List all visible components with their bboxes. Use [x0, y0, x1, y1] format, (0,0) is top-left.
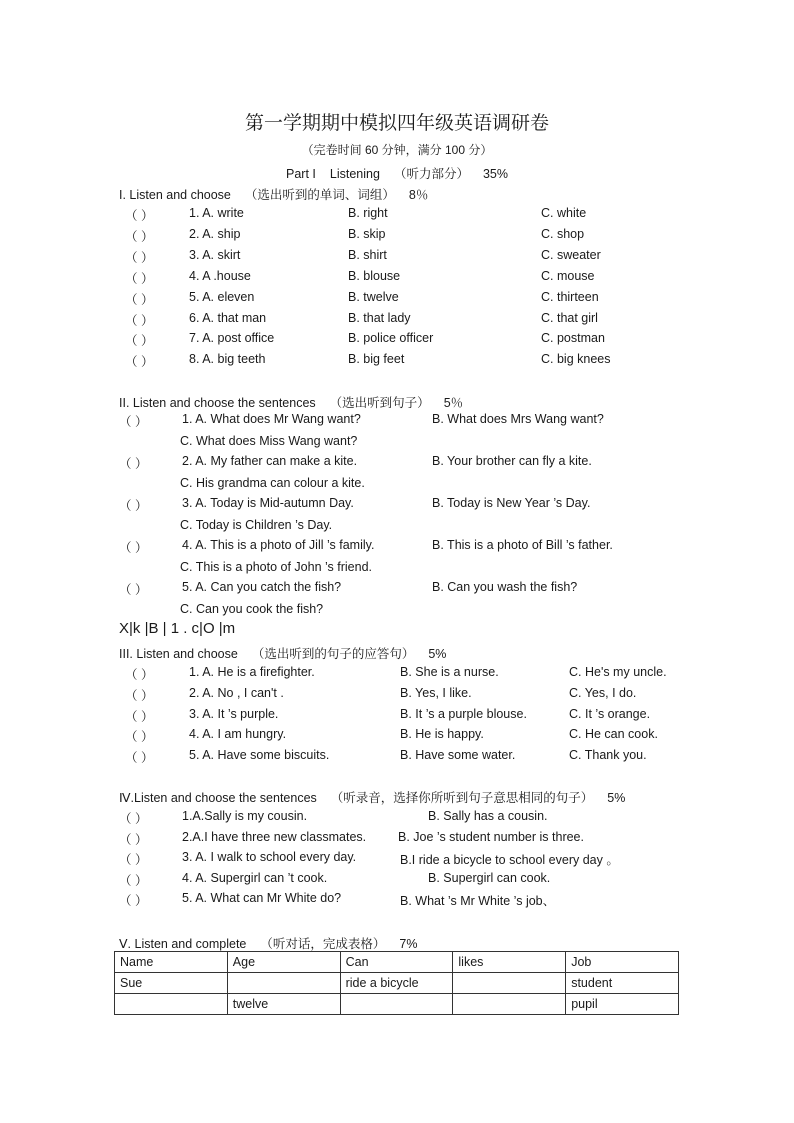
option-c: C. Can you cook the fish? [180, 602, 324, 616]
table-header-row [115, 952, 679, 973]
answer-blank[interactable]: （ ） [119, 812, 148, 826]
option-b: B. skip [348, 226, 386, 241]
option-c: C. Yes, I do. [569, 685, 637, 700]
option-b: B. Supergirl can cook. [428, 870, 551, 885]
option-a: 3. A. I walk to school every day. [182, 850, 357, 865]
section-1-heading: I. Listen and choose （选出听到的单词、词组） 8％ [119, 188, 429, 202]
option-a: 2.A.I have three new classmates. [182, 829, 367, 844]
option-a: 1.A.Sally is my cousin. [182, 809, 308, 823]
section-4-heading: Ⅳ.Listen and choose the sentences （听录音，选择你所听到句子意思相同的句子） 5% [119, 791, 626, 805]
option-a: 1. A. write [189, 206, 244, 220]
option-c: C. white [541, 206, 587, 220]
option-a: 4. A .house [189, 268, 251, 283]
option-a: 2. A. My father can make a kite. [182, 454, 358, 468]
option-a: 1. A. He is a firefighter. [189, 665, 315, 679]
answer-blank[interactable]: （ ） [119, 832, 148, 847]
table-header-cell: likes [453, 952, 566, 973]
option-b: B. right [348, 206, 388, 220]
option-a: 4. A. I am hungry. [189, 727, 287, 742]
option-b: B. Have some water. [400, 748, 516, 763]
answer-blank[interactable]: （ ） [125, 668, 154, 682]
option-b: B. It ’s a purple blouse. [400, 706, 527, 721]
answer-blank[interactable]: （ ） [125, 209, 154, 223]
option-b: B. twelve [348, 289, 399, 304]
part-name: Listening [329, 167, 380, 181]
option-a: 5. A. Have some biscuits. [189, 748, 330, 763]
option-a: 3. A. skirt [189, 247, 241, 262]
section-2-heading: II. Listen and choose the sentences （选出听到句子） 5％ [119, 396, 464, 410]
part-score: 35% [482, 167, 508, 181]
watermark-text: X|k |B | 1 . c|O |m [119, 620, 236, 637]
option-c: C. This is a photo of John ’s friend. [180, 560, 373, 574]
table-cell: Sue [115, 973, 228, 994]
table-row [115, 973, 679, 994]
table-row [115, 994, 679, 1015]
option-c: C. mouse [541, 268, 595, 283]
option-a: 5. A. What can Mr White do? [182, 891, 342, 906]
table-cell: ride a bicycle [340, 973, 453, 994]
answer-blank[interactable]: （ ） [125, 292, 154, 307]
answer-blank[interactable]: （ ） [119, 457, 148, 471]
section-5-heading: Ⅴ. Listen and complete （听对话，完成表格） 7% [119, 937, 418, 951]
part-cn: （听力部分） [393, 167, 469, 181]
option-c: C. Thank you. [569, 748, 647, 763]
option-b: B. Your brother can fly a kite. [432, 454, 592, 468]
option-a: 2. A. ship [189, 226, 241, 241]
table-cell: student [566, 973, 679, 994]
listen-complete-table [114, 951, 679, 1015]
table-header-cell: Age [227, 952, 340, 973]
answer-blank[interactable]: （ ） [119, 415, 148, 429]
option-b: B. This is a photo of Bill ’s father. [432, 538, 613, 552]
answer-blank[interactable]: （ ） [125, 229, 154, 244]
option-a: 5. A. Can you catch the fish? [182, 580, 342, 594]
option-a: 3. A. Today is Mid-autumn Day. [182, 496, 354, 510]
option-c: C. His grandma can colour a kite. [180, 476, 365, 490]
option-b: B. Can you wash the fish? [432, 580, 578, 594]
option-b: B. Yes, I like. [400, 685, 472, 700]
table-header-cell: Name [115, 952, 228, 973]
answer-blank[interactable]: （ ） [119, 873, 148, 888]
table-cell: pupil [566, 994, 679, 1015]
answer-blank[interactable]: （ ） [125, 751, 154, 766]
option-c: C. He can cook. [569, 727, 658, 742]
answer-blank[interactable]: （ ） [119, 853, 148, 868]
option-b: B. What ’s Mr White ’s job、 [400, 894, 556, 909]
option-b: B. blouse [348, 268, 401, 283]
answer-blank[interactable]: （ ） [119, 499, 148, 513]
option-a: 1. A. What does Mr Wang want? [182, 412, 361, 426]
option-b: B. that lady [348, 310, 411, 325]
part-label: Part I [286, 167, 316, 181]
option-a: 3. A. It ’s purple. [189, 706, 279, 721]
table-cell-blank[interactable] [115, 994, 228, 1015]
option-c: C. that girl [541, 310, 598, 325]
option-c: C. Today is Children ’s Day. [180, 518, 333, 532]
answer-blank[interactable]: （ ） [125, 271, 154, 286]
answer-blank[interactable]: （ ） [119, 894, 148, 909]
option-b: B. police officer [348, 331, 434, 346]
option-c: C. He's my uncle. [569, 665, 667, 679]
table-cell-blank[interactable] [453, 994, 566, 1015]
option-c: C. What does Miss Wang want? [180, 434, 358, 448]
answer-blank[interactable]: （ ） [119, 583, 148, 597]
answer-blank[interactable]: （ ） [125, 313, 154, 328]
option-c: C. shop [541, 226, 585, 241]
option-b: B. shirt [348, 247, 387, 262]
part-heading [0, 164, 794, 182]
option-a: 4. A. Supergirl can ’t cook. [182, 870, 328, 885]
option-b: B. He is happy. [400, 727, 484, 742]
option-b: B. She is a nurse. [400, 665, 499, 679]
answer-blank[interactable]: （ ） [125, 730, 154, 745]
table-header-cell: Can [340, 952, 453, 973]
option-a: 8. A. big teeth [189, 352, 266, 367]
table-cell-blank[interactable] [453, 973, 566, 994]
page-title: 第一学期期中模拟四年级英语调研卷 [244, 112, 549, 134]
answer-blank[interactable]: （ ） [125, 688, 154, 703]
option-c: C. big knees [541, 352, 611, 367]
option-a: 5. A. eleven [189, 289, 255, 304]
option-c: C. sweater [541, 247, 601, 262]
answer-blank[interactable]: （ ） [125, 334, 154, 349]
option-b: B. Joe ’s student number is three. [398, 829, 584, 844]
option-b: B.I ride a bicycle to school every day 。 [400, 853, 619, 868]
table-cell: twelve [227, 994, 340, 1015]
option-c: C. postman [541, 331, 605, 346]
table-header-cell: Job [566, 952, 679, 973]
exam-info: （完卷时间 60 分钟，满分 100 分） [301, 143, 493, 157]
option-b: B. Sally has a cousin. [428, 809, 548, 823]
answer-blank[interactable]: （ ） [125, 250, 154, 265]
section-3-heading: III. Listen and choose （选出听到的句子的应答句） 5% [119, 647, 447, 661]
option-b: B. Today is New Year ’s Day. [432, 496, 591, 510]
table-cell-blank[interactable] [227, 973, 340, 994]
option-a: 7. A. post office [189, 331, 275, 346]
answer-blank[interactable]: （ ） [125, 355, 154, 370]
option-b: B. big feet [348, 352, 405, 367]
option-a: 4. A. This is a photo of Jill ’s family. [182, 538, 375, 552]
option-c: C. It ’s orange. [569, 706, 651, 721]
option-b: B. What does Mrs Wang want? [432, 412, 604, 426]
option-c: C. thirteen [541, 289, 599, 304]
answer-blank[interactable]: （ ） [125, 709, 154, 724]
answer-blank[interactable]: （ ） [119, 541, 148, 555]
table-cell-blank[interactable] [340, 994, 453, 1015]
option-a: 6. A. that man [189, 310, 267, 325]
option-a: 2. A. No , I can't . [189, 685, 284, 700]
